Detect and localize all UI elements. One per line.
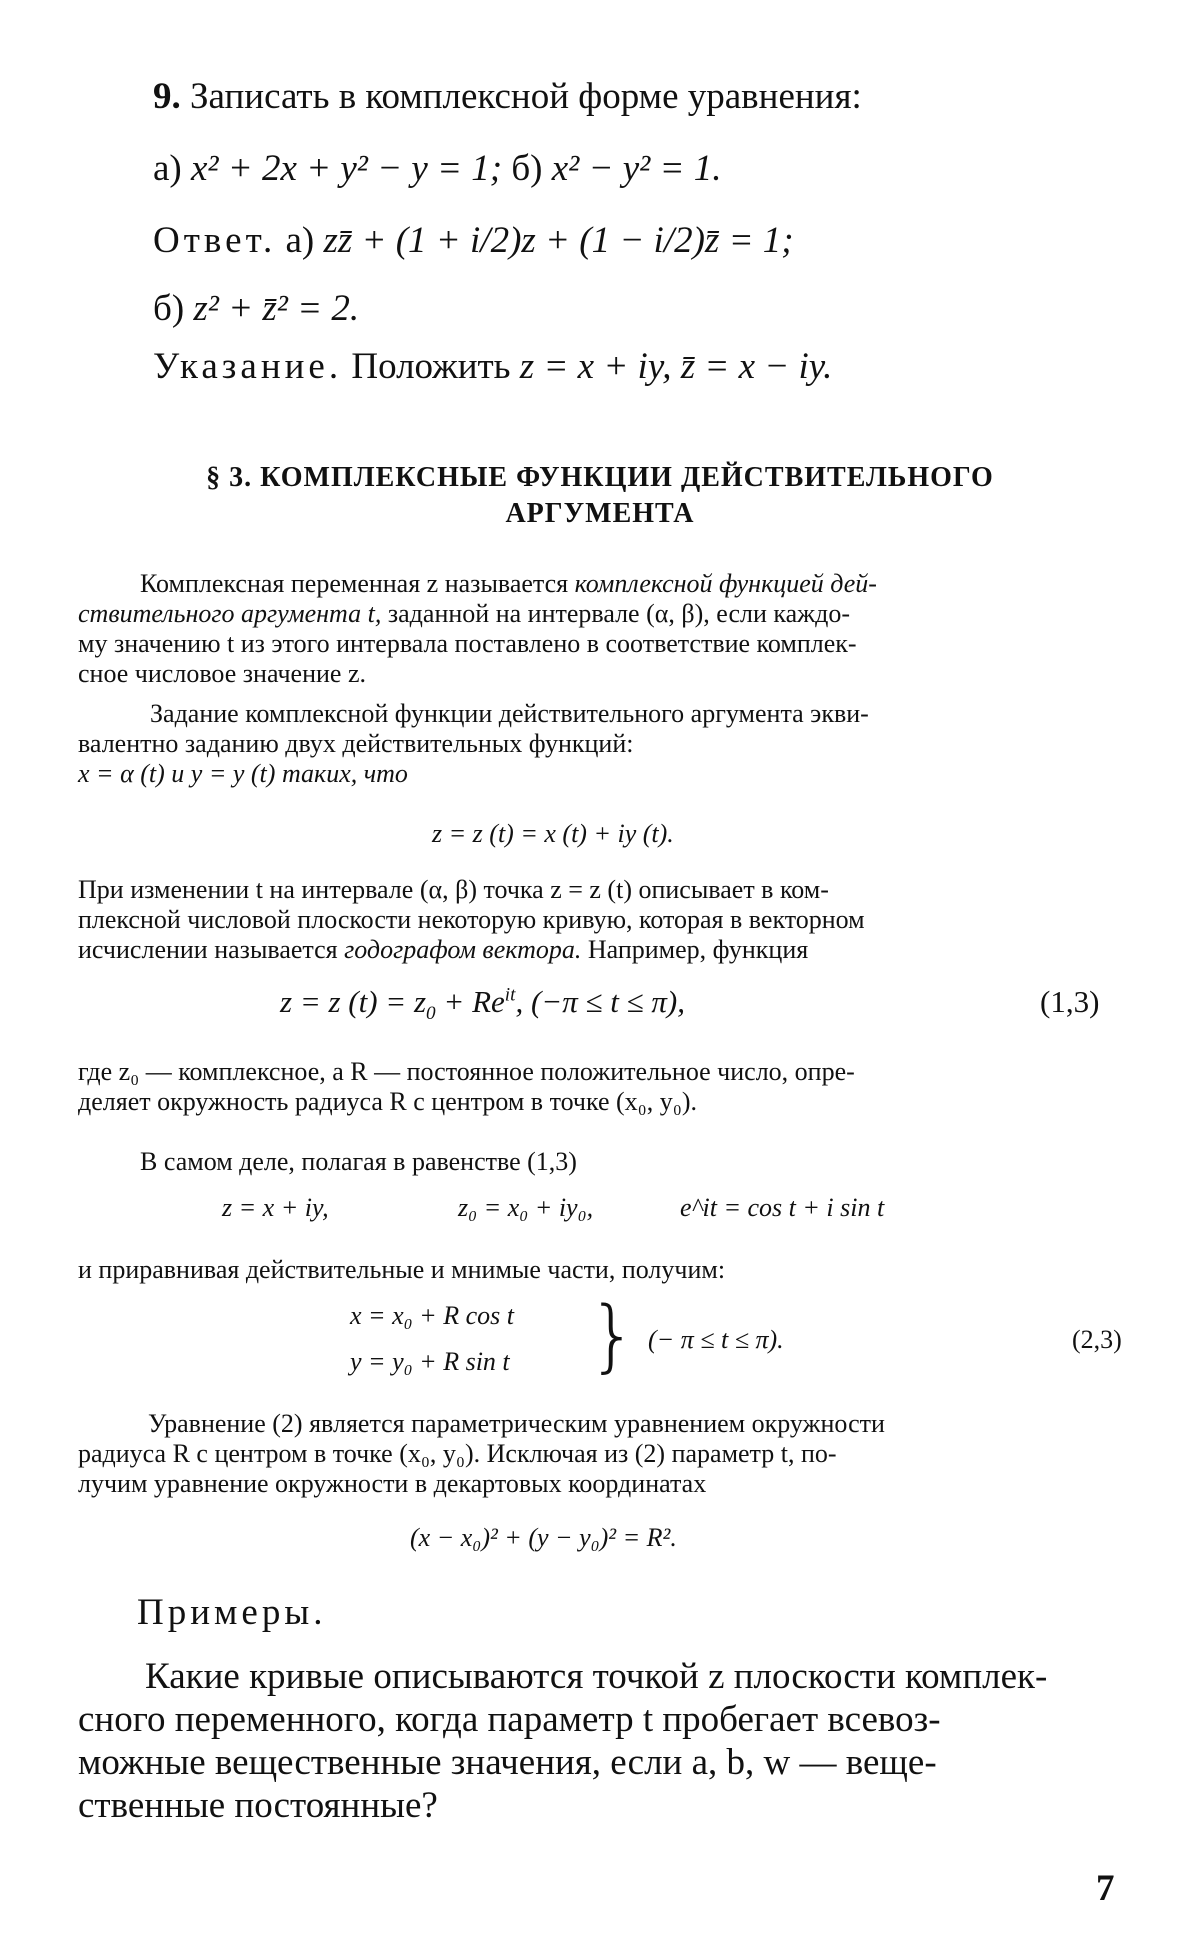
para2-line3: x = α (t) и y = y (t) таких, что	[78, 759, 408, 788]
hint-text: Положить	[351, 346, 511, 387]
problem-9-statement	[153, 74, 862, 120]
para1-text-cont: заданной на интервале (α, β), если каждо-	[381, 599, 851, 628]
eq13-superscript: it	[504, 984, 516, 1006]
para3-text-end: Например, функция	[581, 935, 809, 964]
section-title-line-1: § 3. КОМПЛЕКСНЫЕ ФУНКЦИИ ДЕЙСТВИТЕЛЬНОГО	[206, 462, 994, 493]
equation-number-1-3: (1,3)	[1040, 984, 1100, 1019]
problem-9-equations	[153, 146, 721, 192]
para3-text: исчислении называется	[78, 935, 345, 964]
eq13-part-c: , (−π ≤ t ≤ π),	[515, 984, 685, 1019]
para1-line4: сное числовое значение z.	[78, 659, 366, 688]
equation-z-of-t: z = z (t) = x (t) + iy (t).	[432, 819, 674, 848]
eq13-part-a: z = z (t) = z	[280, 984, 427, 1019]
para2-line2: валентно заданию двух действительных функций:	[78, 729, 634, 758]
eq23-range: (− π ≤ t ≤ π).	[648, 1325, 784, 1354]
examples-line4: ственные постоянные?	[78, 1785, 438, 1826]
label-b: б)	[511, 148, 543, 189]
para2-line1: Задание комплексной функции действительного аргумента экви-	[150, 699, 869, 728]
equation-a: x² + 2x + y² − y = 1;	[191, 148, 503, 189]
para1-line1	[140, 568, 877, 599]
eq-subs-1: z = x + iy,	[222, 1193, 329, 1222]
para3-line3	[78, 934, 808, 965]
para1-term-cont: ствительного аргумента t,	[78, 599, 382, 628]
answer-b-label: б)	[153, 288, 185, 329]
section-title-line-2: АРГУМЕНТА	[505, 498, 695, 529]
answer-line	[153, 218, 794, 264]
para6-line1: и приравнивая действительные и мнимые части, получим:	[78, 1255, 726, 1284]
eq-subs-3: e^it = cos t + i sin t	[680, 1193, 885, 1222]
equation-1-3	[280, 984, 685, 1025]
page-number: 7	[1096, 1868, 1115, 1909]
problem-number: 9.	[153, 76, 181, 117]
para3-term: годографом вектора.	[344, 935, 582, 964]
hint-line	[153, 344, 832, 390]
answer-b-line	[153, 286, 359, 332]
hint-word: Указание.	[153, 346, 343, 387]
equation-circle: (x − x₀)² + (y − y₀)² = R².	[410, 1523, 677, 1552]
para1-text: Комплексная переменная z называется	[140, 569, 575, 598]
examples-heading: Примеры.	[137, 1592, 327, 1633]
equation-number-2-3: (2,3)	[1072, 1325, 1122, 1354]
para1-term: комплексной функцией дей-	[574, 569, 877, 598]
para3-line2: плексной числовой плоскости некоторую кривую, которая в векторном	[78, 905, 865, 934]
answer-b-equation: z² + z̄² = 2.	[193, 288, 360, 329]
examples-line2: сного переменного, когда параметр t пробегает всевоз-	[78, 1699, 941, 1740]
examples-line3: можные вещественные значения, если a, b, w — веще-	[78, 1742, 937, 1783]
problem-text: Записать в комплексной форме уравнения:	[190, 76, 862, 117]
eq-subs-2: z₀ = x₀ + iy₀,	[458, 1193, 594, 1222]
examples-line1: Какие кривые описываются точкой z плоскости комплек-	[145, 1656, 1048, 1697]
para4-line2: деляет окружность радиуса R с центром в точке (x₀, y₀).	[78, 1087, 697, 1116]
para7-line1: Уравнение (2) является параметрическим уравнением окружности	[148, 1409, 885, 1438]
eq23-line2: y = y₀ + R sin t	[350, 1347, 510, 1376]
para1-line2	[78, 598, 850, 629]
eq13-part-b: + Re	[435, 984, 505, 1019]
para4-line1: где z₀ — комплексное, а R — постоянное положительное число, опре-	[78, 1057, 855, 1086]
label-a: а)	[153, 148, 182, 189]
para3-line1: При изменении t на интервале (α, β) точка z = z (t) описывает в ком-	[78, 875, 829, 904]
para1-line3: му значению t из этого интервала поставлено в соответствие комплек-	[78, 629, 857, 658]
para7-line3: лучим уравнение окружности в декартовых координатах	[78, 1469, 707, 1498]
equation-b: x² − y² = 1.	[551, 148, 722, 189]
para5-line1: В самом деле, полагая в равенстве (1,3)	[140, 1147, 577, 1176]
para7-line2: радиуса R с центром в точке (x₀, y₀). Исключая из (2) параметр t, по-	[78, 1439, 837, 1468]
eq13-subscript: 0	[426, 1003, 436, 1025]
eq23-line1: x = x₀ + R cos t	[350, 1301, 514, 1330]
hint-equation: z = x + iy, z̄ = x − iy.	[519, 346, 833, 387]
answer-word: Ответ.	[153, 220, 277, 261]
answer-a-equation: zz̄ + (1 + i/2)z + (1 − i/2)z̄ = 1;	[323, 220, 794, 261]
curly-brace: }	[588, 1291, 638, 1381]
answer-a-label: а)	[285, 220, 315, 261]
